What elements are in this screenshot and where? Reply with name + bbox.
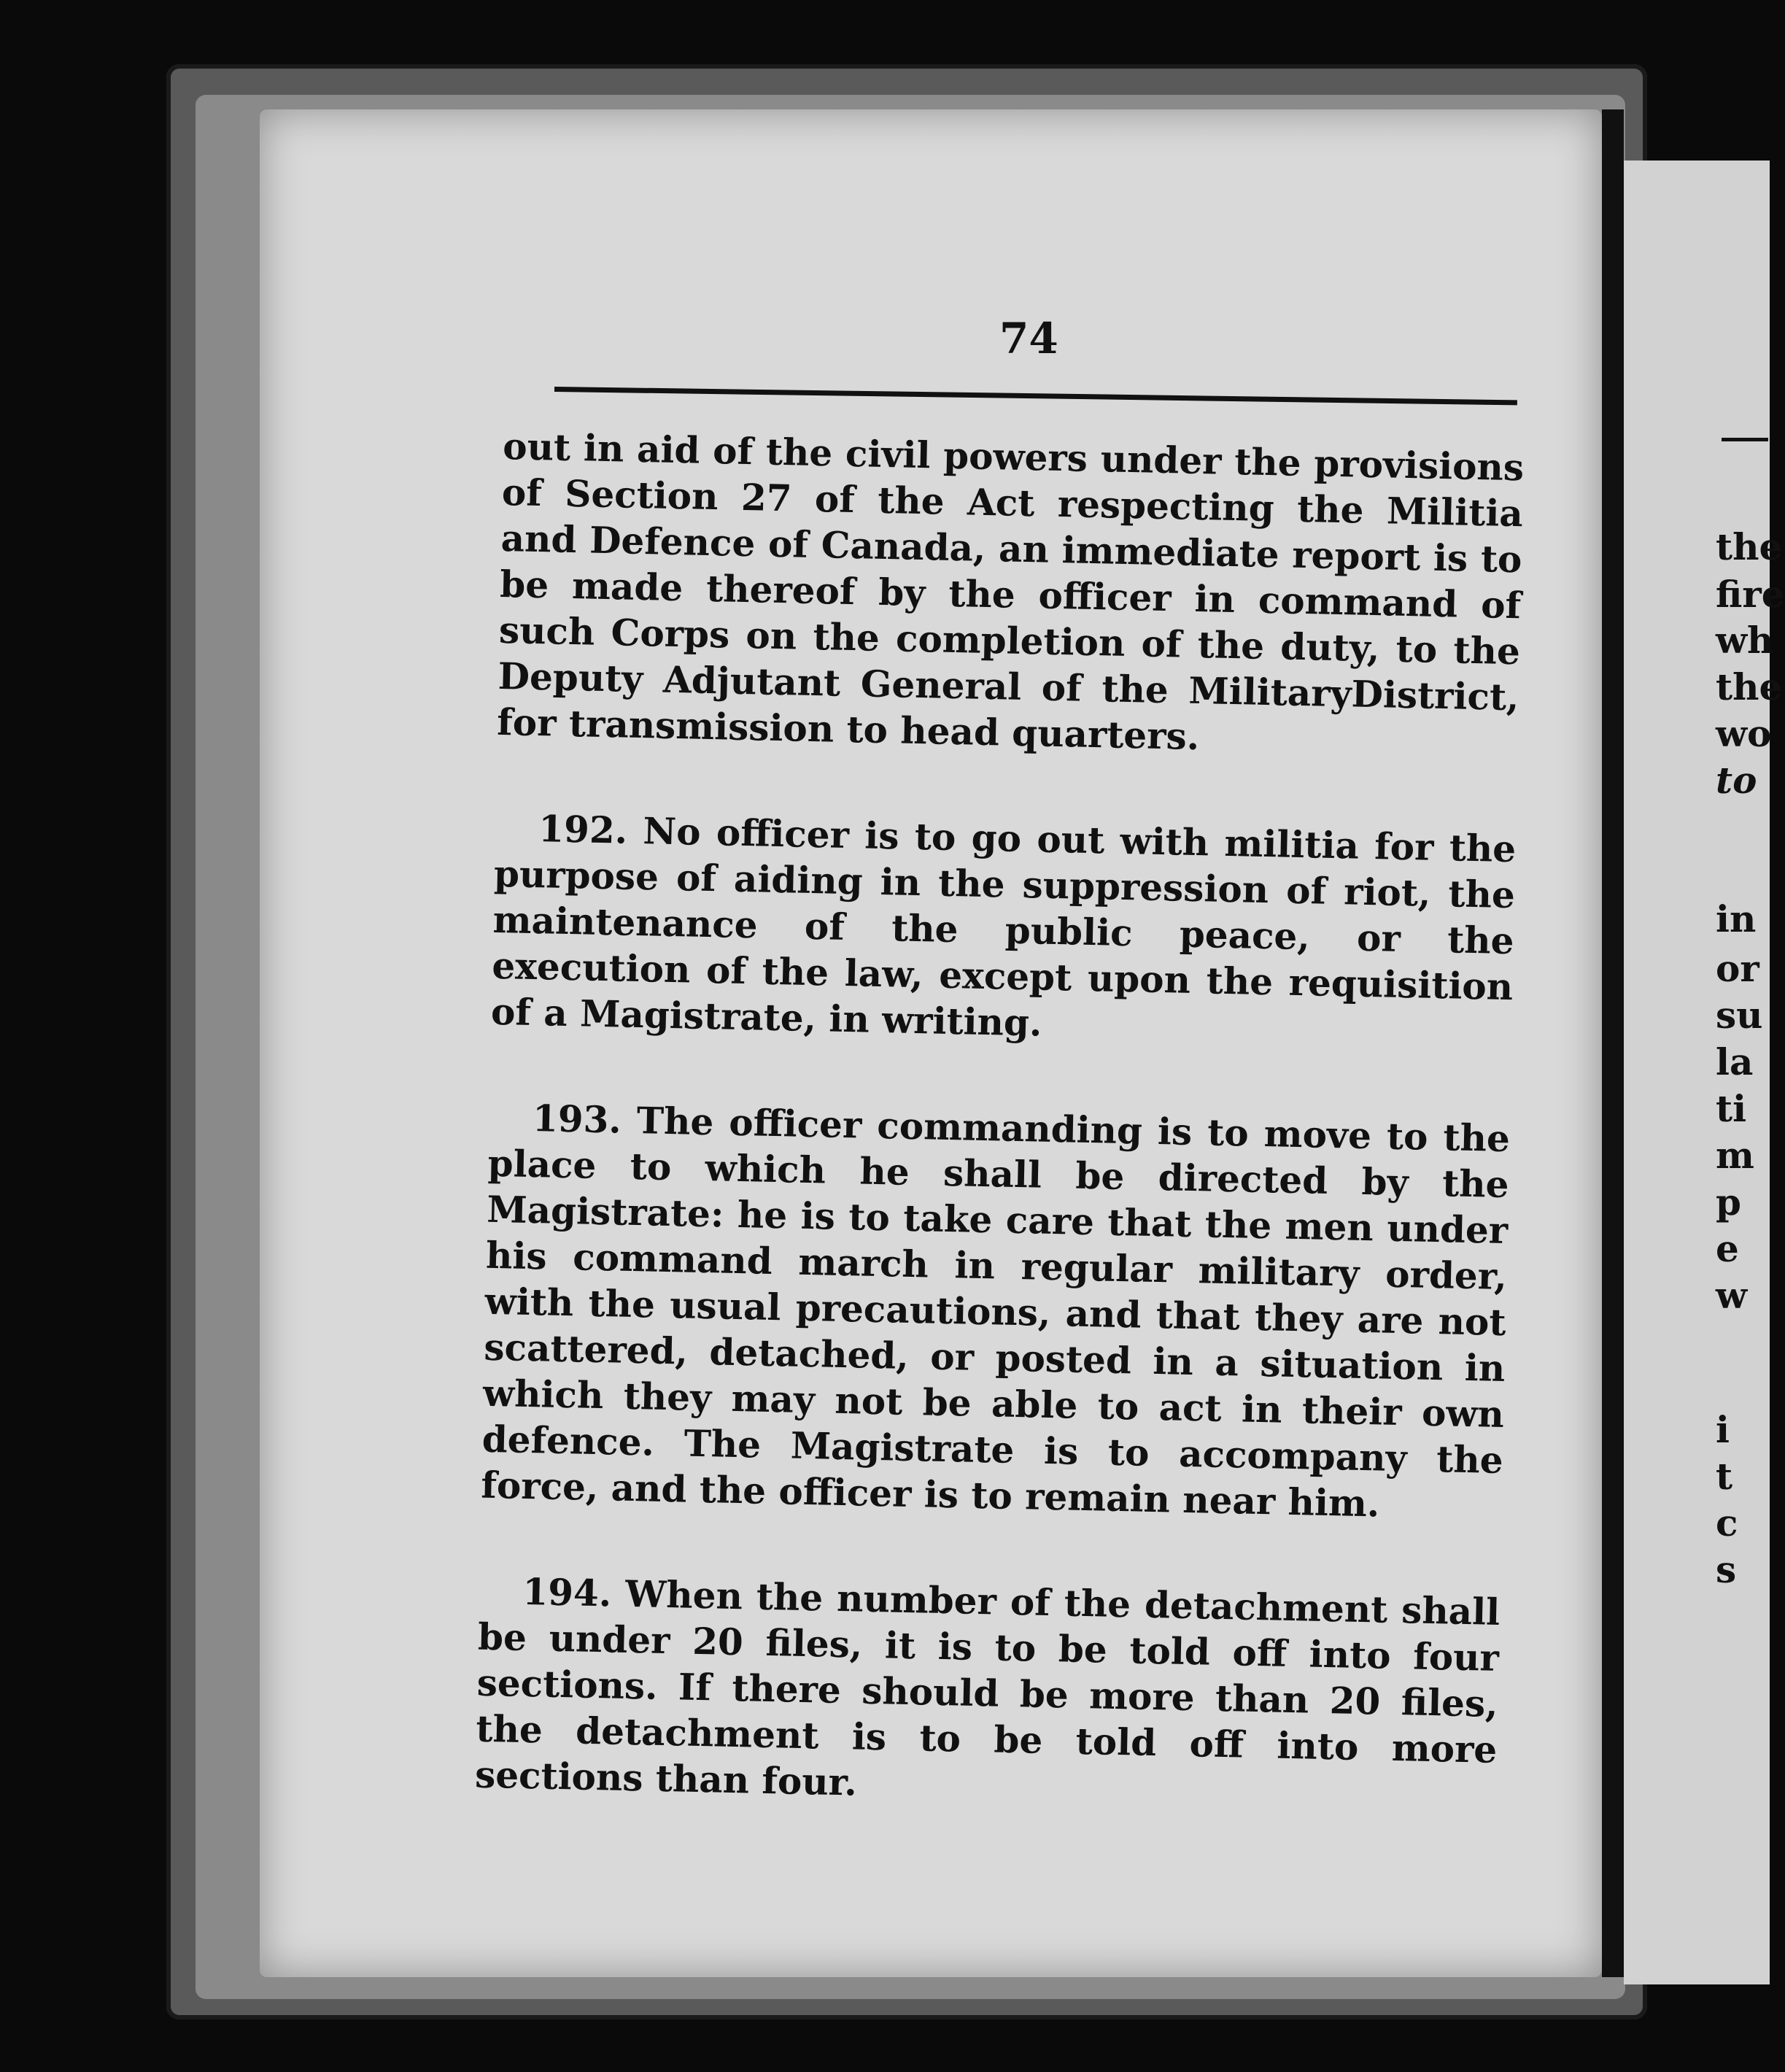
facing-page-fragment: fire xyxy=(1716,573,1785,616)
facing-page-fragment: s xyxy=(1716,1548,1737,1591)
paragraph xyxy=(475,1568,1501,1819)
facing-page-fragment: the xyxy=(1716,525,1783,568)
paragraph-text: When the number of the detachment shall be under 20 files, it is to be told off into four sections. If there should be more than 20 files, the detachment is to be told off into more sections than four. xyxy=(474,1572,1501,1804)
facing-page-fragment: wo xyxy=(1716,712,1772,755)
facing-page-fragment: wh xyxy=(1716,619,1774,662)
facing-page-fragment: m xyxy=(1716,1134,1754,1177)
facing-page-fragment: the xyxy=(1716,665,1783,708)
facing-page-fragment: to xyxy=(1716,759,1757,802)
facing-page-fragment: c xyxy=(1716,1501,1738,1545)
facing-page-fragment: t xyxy=(1716,1455,1733,1498)
paragraph xyxy=(497,423,1525,766)
facing-page-fragment: ti xyxy=(1716,1087,1747,1130)
paragraph-number: 193. xyxy=(532,1097,622,1142)
paragraph-text: out in aid of the civil powers under the provisions of Section 27 of the Act respecting the Militia and Defence of Canada, an immediate report is to be made thereof by the officer in command of such Corps on the completion of the duty, to the Deputy Adjutant General of the MilitaryDistrict, for transmission to head quarters. xyxy=(496,424,1525,759)
facing-page-fragment: in xyxy=(1716,897,1757,940)
facing-page-fragment: p xyxy=(1716,1180,1741,1224)
facing-page-fragment: or xyxy=(1716,947,1759,990)
facing-page-fragment: la xyxy=(1716,1040,1754,1083)
facing-page-fragment: i xyxy=(1716,1408,1730,1451)
paragraph xyxy=(481,1094,1511,1529)
facing-page-fragment: su xyxy=(1716,994,1763,1037)
page-body xyxy=(473,423,1525,1879)
paragraph-text: The officer commanding is to move to the place to which he shall be directed by the Magistrate: he is to take care that the men under his command march in regular military order, with the usual precautions, and that they are not scattered, detached, or posted in a situation in which they may not be able to act in their own defence. The Magistrate is to accompany the force, and the officer is to remain near him. xyxy=(480,1099,1511,1526)
paragraph xyxy=(490,805,1516,1056)
facing-page-fragment: e xyxy=(1716,1227,1739,1270)
page-number: 74 xyxy=(999,314,1058,363)
paragraph-number: 194. xyxy=(522,1569,612,1615)
facing-page-fragment: w xyxy=(1716,1274,1748,1317)
book-gutter xyxy=(1602,109,1624,1977)
paragraph-number: 192. xyxy=(538,807,628,852)
facing-page-rule xyxy=(1722,438,1768,441)
paragraph-text: No officer is to go out with militia for the purpose of aiding in the suppression of riot, the maintenance of the public peace, or the execution of the law, except upon the requisition of a Magistrate, in writing. xyxy=(490,809,1517,1045)
